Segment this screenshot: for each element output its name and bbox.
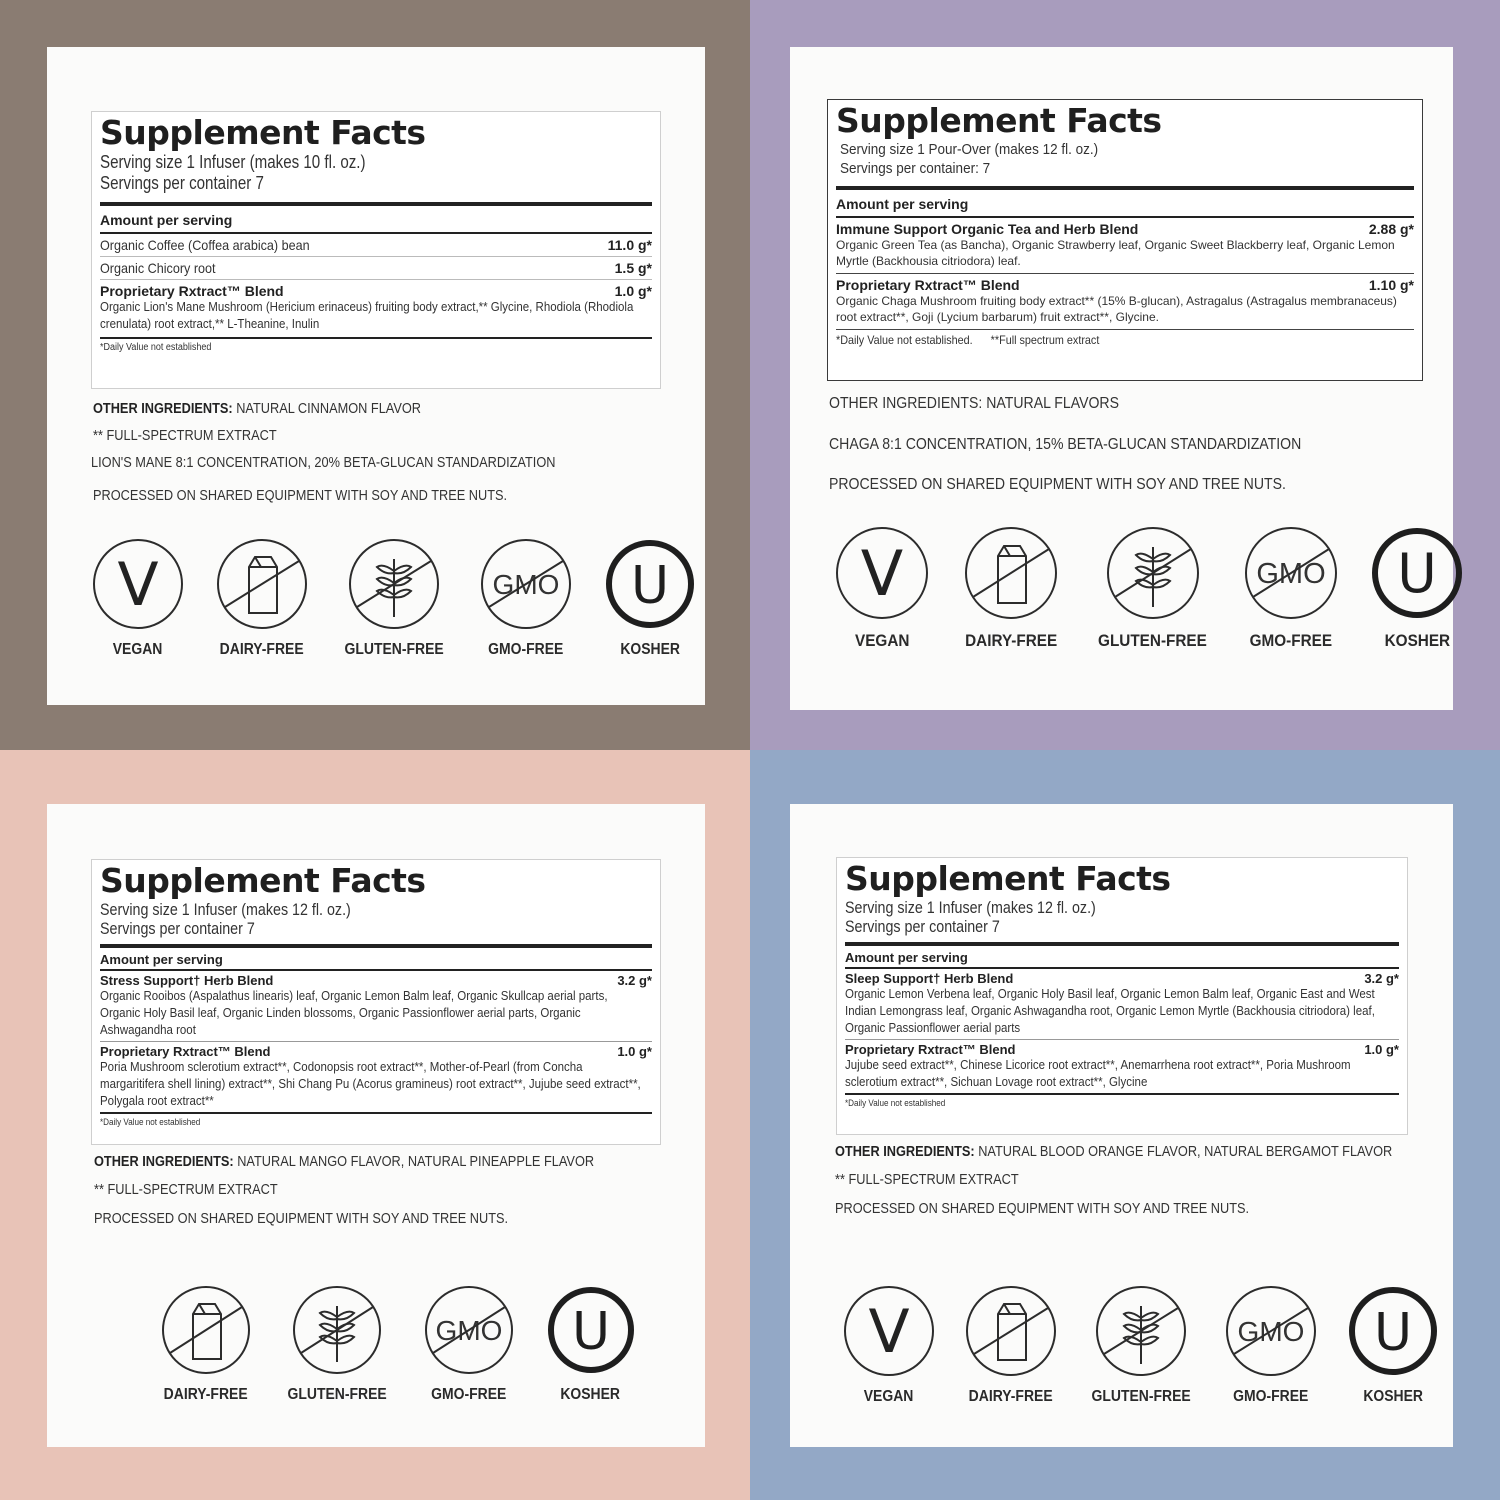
- badge-label: GLUTEN-FREE: [1098, 631, 1208, 650]
- svg-text:GMO: GMO: [1237, 1316, 1305, 1347]
- svg-text:V: V: [117, 550, 159, 620]
- milk-carton-crossed-icon: [160, 1284, 252, 1376]
- amount-per-serving: Amount per serving: [100, 212, 652, 234]
- badge-gluten-free: [1092, 525, 1213, 651]
- supplement-facts-box: [827, 99, 1423, 381]
- badge-gmo-free: [479, 537, 573, 659]
- badge-row: [159, 1284, 637, 1404]
- label-card: [790, 804, 1453, 1447]
- label-card: [790, 47, 1453, 710]
- blend-description: Organic Lion's Mane Mushroom (Hericium erinaceus) fruiting body extract,** Glycine, Rhodiola (Rhodiola crenulata) root extract,** L-Theanine, Inulin: [100, 299, 634, 331]
- blend-value: 3.2 g*: [617, 972, 652, 988]
- badge-gmo-free: [1224, 1284, 1318, 1406]
- blend-description: Organic Green Tea (as Bancha), Organic Strawberry leaf, Organic Sweet Blackberry leaf, Organic Lemon Myrtle (Backhousia citriodora) leaf.: [836, 237, 1395, 268]
- blend-description: Poria Mushroom sclerotium extract**, Codonopsis root extract**, Mother-of-Pearl (from Concha margaritifera shell lining) extract**, Shi Chang Pu (Acorus gramineus) root extract**, Jujube seed extract**, Polygala root extract**: [100, 1059, 641, 1108]
- badge-label: GMO-FREE: [1233, 1388, 1309, 1405]
- supplement-facts-box: [836, 857, 1408, 1135]
- gmo-crossed-icon: [423, 1284, 515, 1376]
- blend-description: Organic Lemon Verbena leaf, Organic Holy Basil leaf, Organic Lemon Balm leaf, Organic East and West Indian Lemongrass leaf, Organic Ashwagandha root, Organic Lemon Myrtle (Backhousia citriodora) leaf, Organic Passionflower aerial parts: [845, 986, 1375, 1035]
- blend-value: 1.10 g*: [1368, 276, 1414, 293]
- badge-label: GLUTEN-FREE: [1091, 1388, 1191, 1405]
- servings-per-container: Servings per container 7: [100, 918, 255, 938]
- badge-row: [834, 525, 1465, 651]
- wheat-crossed-icon: [347, 537, 441, 631]
- divider: [100, 944, 652, 948]
- svg-text:GMO: GMO: [492, 569, 560, 600]
- blend-name: Stress Support† Herb Blend: [100, 972, 274, 988]
- nutrient-name: Organic Chicory root: [100, 259, 216, 276]
- divider: [845, 942, 1399, 946]
- amount-per-serving: Amount per serving: [845, 950, 1399, 969]
- vegan-icon: [842, 1284, 936, 1378]
- badge-label: VEGAN: [864, 1388, 914, 1405]
- amount-per-serving: Amount per serving: [836, 196, 1414, 218]
- other-ingredients-value: NATURAL BLOOD ORANGE FLAVOR, NATURAL BERGAMOT FLAVOR: [974, 1144, 1393, 1160]
- serving-size: Serving size 1 Infuser (makes 12 fl. oz.): [845, 897, 1096, 917]
- blend-description: Jujube seed extract**, Chinese Licorice root extract**, Anemarrhena root extract**, Poria Mushroom sclerotium extract**, Sichuan Lovage root extract**, Glycine: [845, 1057, 1351, 1089]
- svg-text:GMO: GMO: [1256, 558, 1326, 590]
- svg-text:V: V: [860, 537, 904, 610]
- badge-vegan: [91, 537, 185, 659]
- blend-name: Proprietary Rxtract™ Blend: [100, 1043, 271, 1059]
- blend-name: Proprietary Rxtract™ Blend: [845, 1041, 1016, 1057]
- nutrient-value: 11.0 g*: [607, 236, 652, 253]
- proprietary-blend: [100, 1042, 652, 1114]
- note-concentration: LION'S MANE 8:1 CONCENTRATION, 20% BETA-GLUCAN STANDARDIZATION: [91, 455, 556, 471]
- supplement-facts-box: [91, 859, 661, 1145]
- badge-gmo-free: [423, 1284, 515, 1404]
- facts-title: Supplement Facts: [100, 113, 426, 152]
- wheat-crossed-icon: [1105, 525, 1201, 621]
- milk-carton-crossed-icon: [963, 525, 1059, 621]
- milk-carton-crossed-icon: [215, 537, 309, 631]
- amount-per-serving: Amount per serving: [100, 952, 652, 971]
- blend-value: 2.88 g*: [1368, 220, 1414, 237]
- blend-name: Proprietary Rxtract™ Blend: [836, 276, 1020, 293]
- other-ingredients-value: NATURAL CINNAMON FLAVOR: [232, 401, 422, 417]
- blend-description: Organic Chaga Mushroom fruiting body extract** (15% B-glucan), Astragalus (Astragalus membranaceus) root extract**, Goji (Lycium barbarum) fruit extract**, Glycine.: [836, 293, 1397, 324]
- nutrient-row: [100, 257, 652, 280]
- svg-text:U: U: [631, 556, 670, 616]
- herb-blend: [836, 218, 1414, 274]
- other-ingredients: [93, 401, 421, 417]
- nutrient-name: Organic Coffee (Coffea arabica) bean: [100, 236, 310, 253]
- note-allergen: PROCESSED ON SHARED EQUIPMENT WITH SOY AND TREE NUTS.: [829, 476, 1286, 493]
- kosher-u-icon: [1346, 1284, 1440, 1378]
- badge-gluten-free: [1086, 1284, 1196, 1406]
- badge-label: DAIRY-FREE: [969, 1388, 1053, 1405]
- kosher-u-icon: [603, 537, 697, 631]
- panel-immune: [750, 0, 1500, 750]
- facts-title: Supplement Facts: [100, 861, 426, 900]
- kosher-u-icon: [545, 1284, 637, 1376]
- badge-label: KOSHER: [620, 641, 681, 658]
- label-card: [47, 804, 705, 1447]
- blend-value: 1.0 g*: [1364, 1041, 1399, 1057]
- badge-label: GLUTEN-FREE: [344, 641, 444, 658]
- badge-gluten-free: [282, 1284, 392, 1404]
- footnote: *Daily Value not established. **Full spectrum extract: [836, 332, 1100, 347]
- proprietary-blend: [100, 280, 652, 339]
- proprietary-blend: [836, 274, 1414, 330]
- svg-text:U: U: [1397, 542, 1437, 605]
- serving-size: Serving size 1 Infuser (makes 12 fl. oz.): [100, 899, 351, 919]
- wheat-crossed-icon: [1094, 1284, 1188, 1378]
- note-allergen: PROCESSED ON SHARED EQUIPMENT WITH SOY AND TREE NUTS.: [94, 1211, 509, 1227]
- badge-label: KOSHER: [560, 1386, 621, 1403]
- other-ingredients: [835, 1144, 1392, 1160]
- label-card: [47, 47, 705, 705]
- facts-title: Supplement Facts: [845, 859, 1171, 898]
- serving-size: Serving size 1 Pour-Over (makes 12 fl. oz.): [840, 140, 1099, 158]
- milk-carton-crossed-icon: [964, 1284, 1058, 1378]
- svg-text:U: U: [1374, 1303, 1413, 1363]
- blend-name: Immune Support Organic Tea and Herb Blend: [836, 220, 1139, 237]
- other-ingredients: OTHER INGREDIENTS: NATURAL FLAVORS: [829, 395, 1119, 412]
- svg-text:GMO: GMO: [435, 1315, 502, 1346]
- panel-coffee: [0, 0, 750, 750]
- divider: [836, 186, 1414, 190]
- wheat-crossed-icon: [291, 1284, 383, 1376]
- nutrient-value: 1.5 g*: [614, 259, 652, 276]
- note-extract: ** FULL-SPECTRUM EXTRACT: [93, 428, 277, 444]
- blend-value: 3.2 g*: [1364, 970, 1399, 986]
- note-concentration: CHAGA 8:1 CONCENTRATION, 15% BETA-GLUCAN STANDARDIZATION: [829, 436, 1302, 453]
- badge-label: GMO-FREE: [488, 641, 564, 658]
- blend-description: Organic Rooibos (Aspalathus linearis) leaf, Organic Lemon Balm leaf, Organic Skullcap aerial parts, Organic Holy Basil leaf, Organic Linden blossoms, Organic Passionflower aerial parts, Organic Ashwagandha root: [100, 988, 608, 1037]
- serving-size: Serving size 1 Infuser (makes 10 fl. oz.): [100, 151, 366, 172]
- badge-gmo-free: [1243, 525, 1339, 651]
- blend-name: Sleep Support† Herb Blend: [845, 970, 1014, 986]
- gmo-crossed-icon: [1224, 1284, 1318, 1378]
- divider: [100, 202, 652, 206]
- svg-text:U: U: [571, 1302, 610, 1362]
- badge-row: [842, 1284, 1440, 1406]
- badge-kosher: [1346, 1284, 1440, 1406]
- servings-per-container: Servings per container 7: [100, 172, 264, 193]
- badge-label: GMO-FREE: [430, 1386, 507, 1403]
- badge-label: GMO-FREE: [1249, 631, 1333, 650]
- badge-label: VEGAN: [113, 641, 163, 658]
- herb-blend: [100, 971, 652, 1042]
- badge-label: VEGAN: [854, 631, 910, 650]
- badge-label: DAIRY-FREE: [220, 641, 304, 658]
- footnote: *Daily Value not established: [100, 1116, 201, 1127]
- servings-per-container: Servings per container: 7: [840, 159, 991, 177]
- badge-label: GLUTEN-FREE: [287, 1386, 388, 1403]
- badge-dairy-free: [215, 537, 309, 659]
- badge-dairy-free: [960, 525, 1062, 651]
- badge-kosher: [1369, 525, 1465, 651]
- svg-text:V: V: [868, 1297, 910, 1367]
- vegan-icon: [91, 537, 185, 631]
- gmo-crossed-icon: [1243, 525, 1339, 621]
- herb-blend: [845, 969, 1399, 1040]
- kosher-u-icon: [1369, 525, 1465, 621]
- badge-vegan: [842, 1284, 936, 1406]
- other-ingredients-label: OTHER INGREDIENTS:: [93, 401, 233, 417]
- footnote: *Daily Value not established: [845, 1097, 946, 1108]
- panel-sleep: [750, 750, 1500, 1500]
- gmo-crossed-icon: [479, 537, 573, 631]
- blend-value: 1.0 g*: [617, 1043, 652, 1059]
- other-ingredients-value: NATURAL MANGO FLAVOR, NATURAL PINEAPPLE FLAVOR: [233, 1154, 595, 1170]
- badge-label: KOSHER: [1363, 1388, 1424, 1405]
- badge-dairy-free: [159, 1284, 252, 1404]
- note-extract: ** FULL-SPECTRUM EXTRACT: [835, 1172, 1019, 1188]
- blend-name: Proprietary Rxtract™ Blend: [100, 282, 284, 299]
- badge-label: DAIRY-FREE: [163, 1386, 248, 1403]
- footnote: *Daily Value not established: [100, 341, 212, 353]
- badge-label: KOSHER: [1384, 631, 1450, 650]
- servings-per-container: Servings per container 7: [845, 916, 1000, 936]
- vegan-icon: [834, 525, 930, 621]
- badge-dairy-free: [964, 1284, 1058, 1406]
- badge-row: [91, 537, 697, 659]
- note-extract: ** FULL-SPECTRUM EXTRACT: [94, 1182, 278, 1198]
- badge-vegan: [834, 525, 930, 651]
- supplement-facts-box: [91, 111, 661, 389]
- badge-kosher: [603, 537, 697, 659]
- proprietary-blend: [845, 1040, 1399, 1095]
- note-allergen: PROCESSED ON SHARED EQUIPMENT WITH SOY AND TREE NUTS.: [835, 1201, 1250, 1217]
- other-ingredients-label: OTHER INGREDIENTS:: [94, 1154, 234, 1170]
- facts-title: Supplement Facts: [836, 101, 1162, 140]
- blend-value: 1.0 g*: [614, 282, 652, 299]
- badge-gluten-free: [339, 537, 449, 659]
- nutrient-row: [100, 234, 652, 257]
- badge-label: DAIRY-FREE: [965, 631, 1058, 650]
- other-ingredients: [94, 1154, 594, 1170]
- note-allergen: PROCESSED ON SHARED EQUIPMENT WITH SOY AND TREE NUTS.: [93, 488, 508, 504]
- other-ingredients-label: OTHER INGREDIENTS:: [835, 1144, 975, 1160]
- badge-kosher: [545, 1284, 637, 1404]
- panel-stress: [0, 750, 750, 1500]
